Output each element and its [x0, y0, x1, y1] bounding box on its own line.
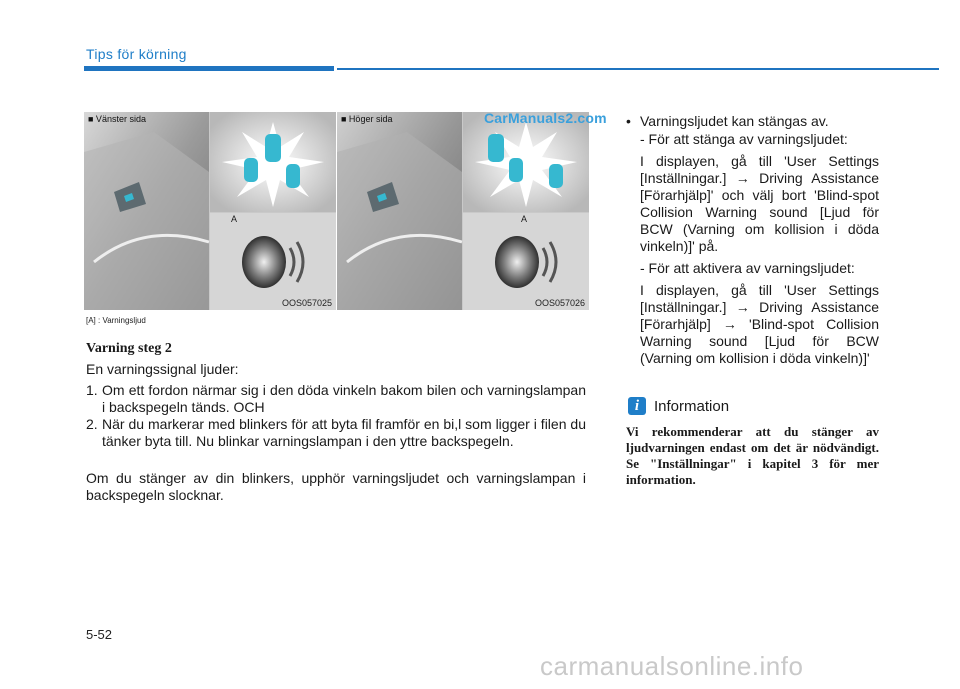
- sound-off-text: I displayen, gå till 'User Settings [Inställningar.] → Driving Assistance [Förarhjälp]' och välj bort 'Blind-spot Collision Warning sound [Ljud för BCW (Varning om kollision i döda vinkeln)]' på.: [640, 153, 879, 254]
- list-item-number: 2.: [86, 416, 98, 432]
- watermark-top: CarManuals2.com: [484, 110, 607, 126]
- info-title: Information: [654, 398, 730, 415]
- list-item-text: Om ett fordon närmar sig i den döda vinkeln bakom bilen och varningslampan i backspegeln tänds. OCH: [102, 382, 586, 415]
- outro-text: Om du stänger av din blinkers, upphör varningsljudet och varningslampan i backspegeln slocknar.: [86, 470, 586, 503]
- car-mirror-illustration-right: [337, 112, 589, 310]
- info-icon: i: [628, 397, 646, 415]
- figure-right-code: OOS057026: [534, 298, 585, 308]
- intro-text: En varningssignal ljuder:: [86, 361, 239, 377]
- figure-right-side: [337, 112, 589, 310]
- list-item-number: 1.: [86, 382, 98, 398]
- info-text: Vi rekommenderar att du stänger av ljudvarningen endast om det är nödvändigt. Se "Inställningar" i kapitel 3 för mer information.: [626, 424, 879, 487]
- heading-warning-step-2: Varning steg 2: [86, 341, 172, 356]
- header-rule: [337, 68, 939, 70]
- speaker-icon: [242, 236, 286, 288]
- car-mirror-illustration-left: [84, 112, 336, 310]
- list-item: [86, 416, 586, 450]
- figure-caption: [A] : Varningsljud: [86, 316, 146, 325]
- list-item: [86, 382, 586, 416]
- sound-on-text: I displayen, gå till 'User Settings [Inställningar.] → Driving Assistance [Förarhjälp] → 'Blind-spot Collision Warning sound [Ljud för BCW (Varning om kollision i döda vinkeln)]': [640, 282, 879, 366]
- speaker-marker: A: [231, 214, 238, 224]
- header-bar: [84, 66, 334, 71]
- speaker-icon: [495, 236, 539, 288]
- figure-left-label: ■ Vänster sida: [88, 114, 146, 124]
- figure-left-code: OOS057025: [281, 298, 332, 308]
- bullet-dot: •: [626, 113, 631, 129]
- list-item-text: När du markerar med blinkers för att byta fil framför en bi,l som ligger i filen du tänker byta till. Nu blinkar varningslampan i den yttre backspegeln.: [102, 416, 586, 449]
- sound-off-title: - För att stänga av varningsljudet:: [640, 131, 848, 147]
- speaker-marker: A: [521, 214, 528, 224]
- page-number: 5-52: [86, 627, 113, 642]
- bullet-text: Varningsljudet kan stängas av.: [640, 113, 829, 129]
- section-title: Tips för körning: [86, 46, 187, 62]
- figure-left-side: [84, 112, 336, 310]
- sound-on-title: - För att aktivera av varningsljudet:: [640, 260, 855, 276]
- footer-watermark: carmanualsonline.info: [540, 651, 804, 681]
- figure-right-label: ■ Höger sida: [341, 114, 393, 124]
